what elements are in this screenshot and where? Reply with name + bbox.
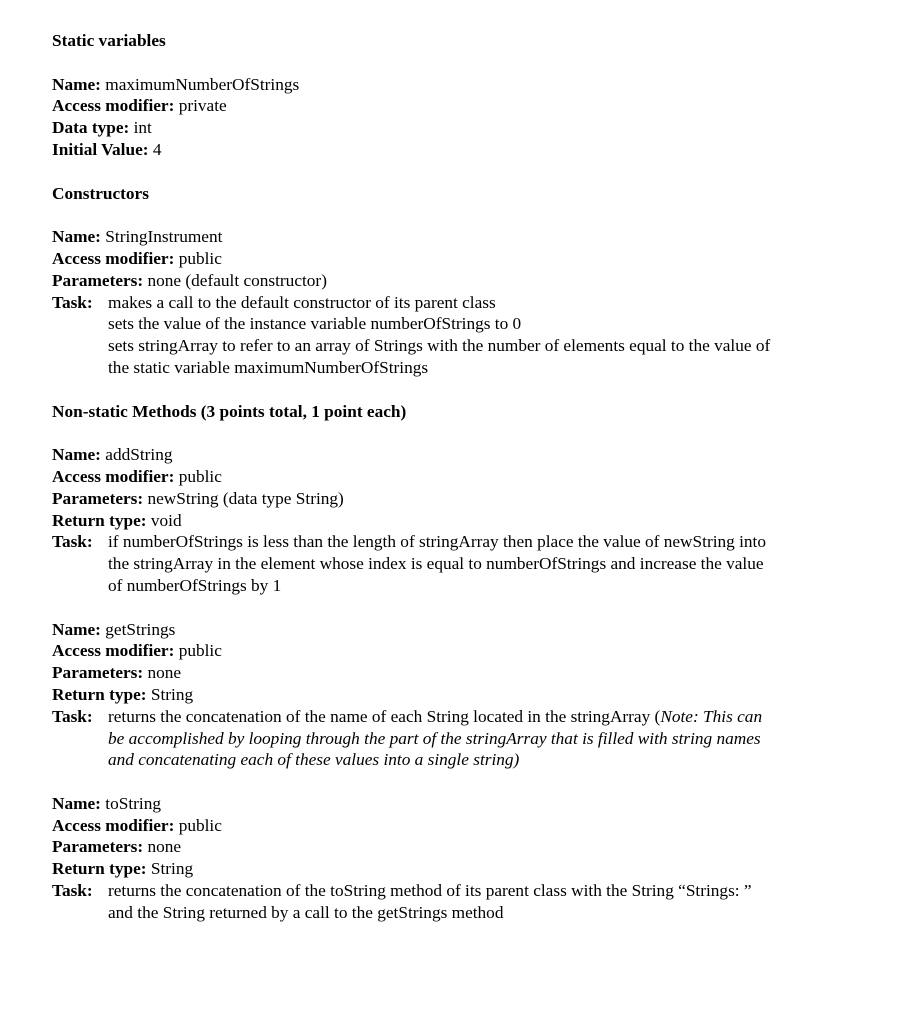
task-label: Task: [52,292,93,312]
task-line: if numberOfStrings is less than the length of stringArray then place the value of newString into [108,532,766,552]
field-value: String [150,859,194,879]
field-value: maximumNumberOfStrings [105,74,300,94]
static-type-field [52,117,852,139]
task-note-text: Note: This can [660,706,763,726]
field-label: Return type: [52,859,147,879]
constructor-params-field [52,270,852,292]
method-name-field [52,793,852,815]
task-text: returns the concatenation of the name of each String located in the stringArray ( [108,706,661,726]
task-note-line: be accomplished by looping through the part of the stringArray that is filled with string names [108,728,761,748]
constructor-name-field [52,226,852,248]
method-access-field [52,640,852,662]
task-line: makes a call to the default constructor of its parent class [108,292,496,312]
methods-heading: Non-static Methods (3 points total, 1 point each) [52,401,407,421]
method-params-field [52,488,852,510]
field-label: Name: [52,619,101,639]
field-value: toString [105,793,161,813]
method-return-field [52,684,852,706]
task-label: Task: [52,532,93,552]
static-initial-field [52,139,852,161]
field-value: private [178,96,227,116]
constructor-block [52,226,852,379]
field-label: Access modifier: [52,466,175,486]
field-value: 4 [152,139,162,159]
field-label: Name: [52,227,101,247]
task-line: sets stringArray to refer to an array of Strings with the number of elements equal to the value of [108,336,771,356]
field-label: Access modifier: [52,248,175,268]
method-params-field [52,662,852,684]
task-line [108,706,852,728]
method-task [52,531,852,596]
method-params-field [52,836,852,858]
field-value: addString [105,445,173,465]
field-label: Name: [52,445,101,465]
task-note-line: and concatenating each of these values into a single string) [108,750,520,770]
task-line: of numberOfStrings by 1 [108,575,282,595]
field-value: newString (data type String) [147,488,344,508]
field-label: Parameters: [52,837,144,857]
task-line: the stringArray in the element whose index is equal to numberOfStrings and increase the value [108,554,764,574]
static-variables-heading: Static variables [52,31,166,50]
field-label: Access modifier: [52,641,175,661]
method-task [52,880,852,924]
field-label: Initial Value: [52,139,149,159]
method-task [52,706,852,771]
method-return-field [52,858,852,880]
method-return-field [52,510,852,532]
task-line: and the String returned by a call to the getStrings method [108,902,504,922]
field-value: none [147,663,182,683]
field-label: Return type: [52,510,147,530]
constructors-heading: Constructors [52,183,149,203]
field-value: public [178,641,222,661]
field-label: Parameters: [52,270,144,290]
method-getstrings-block [52,619,852,772]
field-value: int [133,118,152,138]
document-page [52,30,852,945]
task-label: Task: [52,881,93,901]
field-label: Return type: [52,684,147,704]
constructor-access-field [52,248,852,270]
field-label: Parameters: [52,663,144,683]
field-label: Data type: [52,118,130,138]
method-access-field [52,466,852,488]
field-value: public [178,815,222,835]
field-value: String [150,684,194,704]
field-label: Access modifier: [52,815,175,835]
method-access-field [52,815,852,837]
field-label: Name: [52,793,101,813]
task-line: sets the value of the instance variable numberOfStrings to 0 [108,314,522,334]
method-name-field [52,619,852,641]
field-value: StringInstrument [105,227,223,247]
task-label: Task: [52,706,93,726]
task-line: the static variable maximumNumberOfStrings [108,357,429,377]
method-addstring-block [52,444,852,597]
static-access-field [52,95,852,117]
static-name-field [52,74,852,96]
field-label: Name: [52,74,101,94]
field-value: void [150,510,182,530]
field-label: Access modifier: [52,96,175,116]
field-value: public [178,248,222,268]
field-value: getStrings [105,619,176,639]
static-variable-block [52,74,852,161]
method-tostring-block [52,793,852,924]
task-line: returns the concatenation of the toString method of its parent class with the String “Strings: ” [108,881,752,901]
field-value: none (default constructor) [147,270,327,290]
field-value: none [147,837,182,857]
field-label: Parameters: [52,488,144,508]
method-name-field [52,444,852,466]
constructor-task [52,292,852,379]
field-value: public [178,466,222,486]
